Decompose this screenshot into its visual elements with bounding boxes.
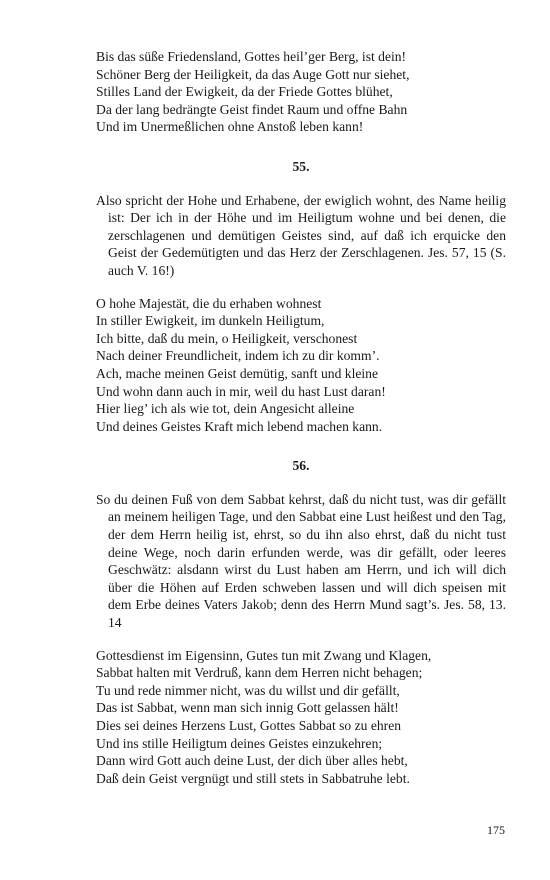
section-56-scripture: So du deinen Fuß von dem Sabbat kehrst, daß du nicht tust, was dir gefällt an meinem heiligen Tage, und den Sabbat eine Lust heißest und den Tag, der dem Herrn heilig ist, ehrst, so du ihn also ehrst, daß du nicht tust deine Wege, noch darin erfunden werde, was dir gefällt, oder leeres Geschwätz: alsdann wirst du Lust haben am Herrn, und ich will dich über die Höhen auf Erden schweben lassen und will dich speisen mit dem Erbe deines Vaters Jakob; denn des Herrn Mund sagt’s. Jes. 58, 13. 14: [96, 491, 506, 631]
page-number: 175: [487, 823, 505, 837]
verse-line: Schöner Berg der Heiligkeit, da das Auge Gott nur siehet,: [96, 66, 410, 82]
verse-line: Sabbat halten mit Verdruß, kann dem Herren nicht behagen;: [96, 665, 423, 681]
section-56-verse: [96, 647, 506, 788]
section-55-scripture: Also spricht der Hohe und Erhabene, der ewiglich wohnt, des Name heilig ist: Der ich in der Höhe und im Heiligtum wohne und bei denen, die zerschlagenen und demütigen Geistes sind, auf daß ich erquicke den Geist der Gedemütigten und das Herz der Zerschlagenen. Jes. 57, 15 (S. auch V. 16!): [96, 192, 506, 278]
verse-line: Da der lang bedrängte Geist findet Raum und offne Bahn: [96, 101, 408, 117]
verse-line: Daß dein Geist vergnügt und still stets in Sabbatruhe lebt.: [96, 770, 410, 786]
verse-top-stanza: [96, 48, 506, 136]
verse-line: Stilles Land der Ewigkeit, da der Friede Gottes blühet,: [96, 84, 393, 100]
verse-line: Gottesdienst im Eigensinn, Gutes tun mit Zwang und Klagen,: [96, 647, 432, 663]
verse-line: Und ins stille Heiligtum deines Geistes einzukehren;: [96, 735, 383, 751]
verse-line: Nach deiner Freundlicheit, indem ich zu dir komm’.: [96, 348, 380, 364]
verse-line: In stiller Ewigkeit, im dunkeln Heiligtum,: [96, 313, 325, 329]
verse-line: Bis das süße Friedensland, Gottes heil’ger Berg, ist dein!: [96, 49, 407, 64]
verse-line: Und im Unermeßlichen ohne Anstoß leben kann!: [96, 119, 364, 135]
verse-line: Dies sei deines Herzens Lust, Gottes Sabbat so zu ehren: [96, 718, 402, 733]
verse-line: Und deines Geistes Kraft mich lebend machen kann.: [96, 418, 383, 434]
section-55-verse: [96, 295, 506, 436]
verse-line: Das ist Sabbat, wenn man sich innig Gott gelassen hält!: [96, 700, 399, 716]
section-55-heading: 55.: [292, 158, 310, 174]
verse-line: O hohe Majestät, die du erhaben wohnest: [96, 295, 322, 311]
verse-line: Dann wird Gott auch deine Lust, der dich über alles hebt,: [96, 753, 408, 769]
section-56-heading: 56.: [292, 458, 310, 474]
verse-line: Ich bitte, daß du mein, o Heiligkeit, verschonest: [96, 330, 358, 346]
verse-line: Tu und rede nimmer nicht, was du willst und dir gefällt,: [96, 682, 400, 698]
verse-line: Und wohn dann auch in mir, weil du hast Lust daran!: [96, 383, 386, 399]
verse-line: Ach, mache meinen Geist demütig, sanft und kleine: [96, 365, 378, 381]
verse-line: Hier lieg’ ich als wie tot, dein Angesicht alleine: [96, 401, 355, 417]
page-content: [96, 48, 506, 787]
